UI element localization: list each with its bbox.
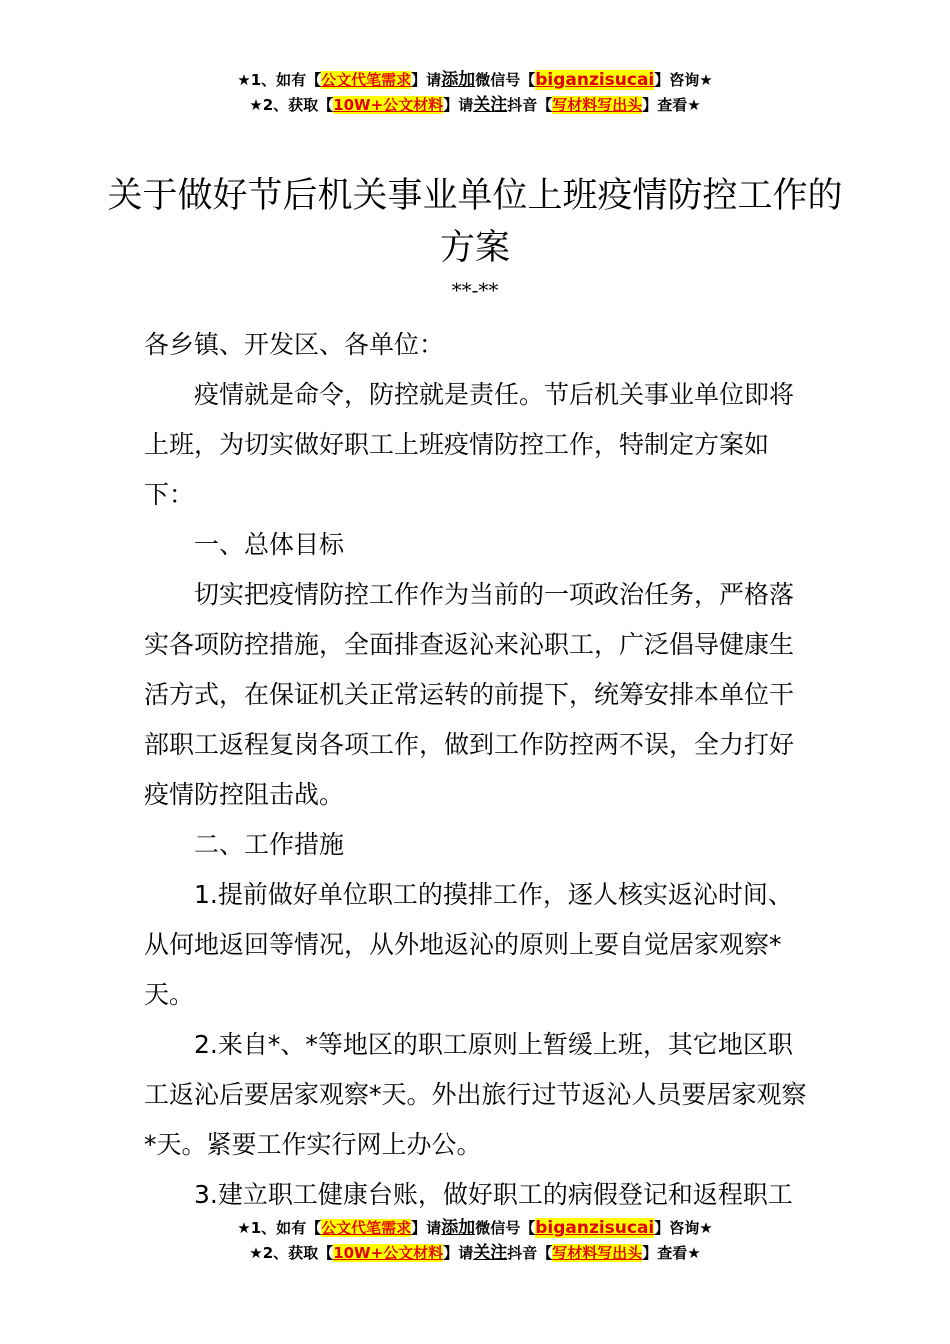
section-heading-2: 二、工作措施	[194, 830, 345, 859]
document-date: **-**	[451, 278, 499, 302]
banner-line-1: ★1、如有【公文代笔需求】请添加微信号【biganzisucai】咨询★	[237, 70, 713, 90]
banner-wechat-id: biganzisucai	[535, 70, 655, 90]
banner-douyin-id: 写材料写出头	[552, 1244, 643, 1262]
banner-line-2: ★2、获取【10W+公文材料】请关注抖音【写材料写出头】查看★	[249, 95, 701, 115]
measure-item-2: 2.来自*、*等地区的职工原则上暂缓上班，其它地区职工返沁后要居家观察*天。外出旅行过节返沁人员要居家观察*天。紧要工作实行网上办公。	[144, 1030, 807, 1159]
top-banner	[0, 68, 950, 118]
banner-highlight: 10W+公文材料	[333, 1244, 444, 1262]
measure-item-1: 1.提前做好单位职工的摸排工作，逐人核实返沁时间、从何地返回等情况，从外地返沁的原则上要自觉居家观察*天。	[144, 880, 793, 1009]
measure-item-3: 3.建立职工健康台账，做好职工的病假登记和返程职工	[194, 1180, 793, 1209]
banner-line-1: ★1、如有【公文代笔需求】请添加微信号【biganzisucai】咨询★	[237, 1218, 713, 1238]
document-title: 关于做好节后机关事业单位上班疫情防控工作的方案	[107, 176, 843, 268]
section-heading-1: 一、总体目标	[194, 530, 345, 559]
banner-wechat-id: biganzisucai	[535, 1218, 655, 1238]
banner-douyin-id: 写材料写出头	[552, 96, 643, 114]
bottom-banner	[0, 1216, 950, 1266]
paragraph-intro: 疫情就是命令，防控就是责任。节后机关事业单位即将上班，为切实做好职工上班疫情防控工作，特制定方案如下：	[144, 380, 795, 509]
banner-highlight: 公文代笔需求	[321, 1219, 412, 1237]
banner-highlight: 10W+公文材料	[333, 96, 444, 114]
banner-highlight: 公文代笔需求	[321, 71, 412, 89]
banner-line-2: ★2、获取【10W+公文材料】请关注抖音【写材料写出头】查看★	[249, 1243, 701, 1263]
document-body	[144, 320, 808, 1220]
paragraph-goal: 切实把疫情防控工作作为当前的一项政治任务，严格落实各项防控措施，全面排查返沁来沁职工，广泛倡导健康生活方式，在保证机关正常运转的前提下，统筹安排本单位干部职工返程复岗各项工作，做到工作防控两不误，全力打好疫情防控阻击战。	[144, 580, 795, 809]
salutation: 各乡镇、开发区、各单位：	[144, 330, 445, 359]
